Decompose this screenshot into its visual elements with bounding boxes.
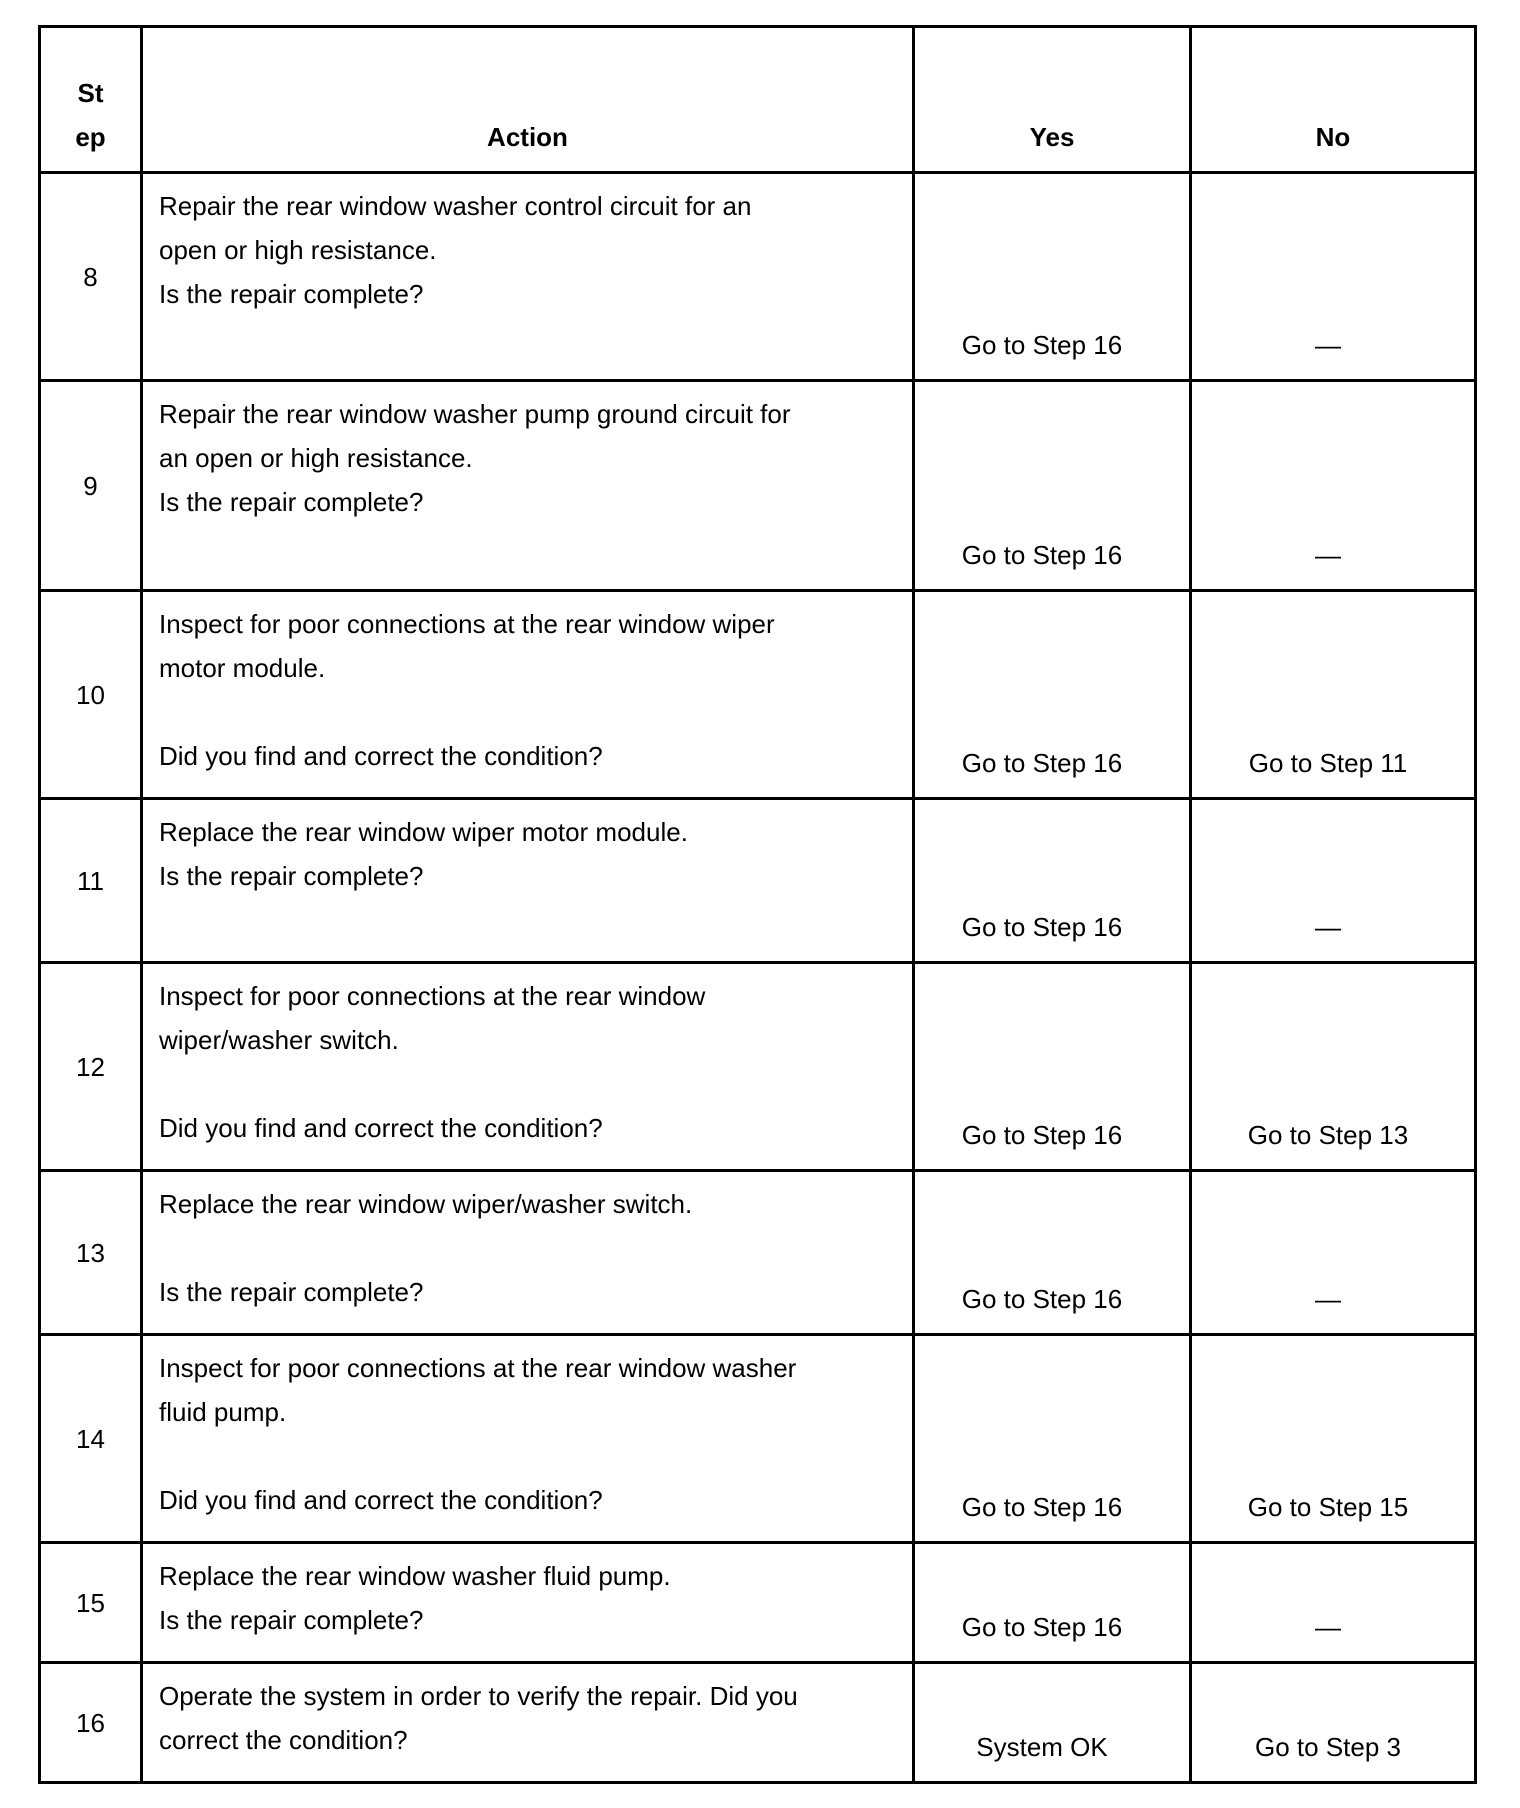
action-line: Inspect for poor connections at the rear window wiper — [159, 609, 775, 639]
table-row — [40, 381, 1476, 591]
action-line: Is the repair complete? — [159, 1605, 424, 1635]
step-number: 10 — [40, 591, 142, 799]
yes-header: Yes — [914, 27, 1191, 173]
action-cell — [142, 591, 914, 799]
action-line: correct the condition? — [159, 1725, 408, 1755]
yes-cell: Go to Step 16 — [914, 963, 1191, 1171]
no-cell: Go to Step 13 — [1191, 963, 1476, 1171]
action-line: an open or high resistance. — [159, 443, 473, 473]
step-number: 16 — [40, 1663, 142, 1783]
step-header-line1: St — [77, 78, 104, 108]
yes-cell: Go to Step 16 — [914, 1335, 1191, 1543]
table-row — [40, 1171, 1476, 1335]
table-row — [40, 1663, 1476, 1783]
action-line: Is the repair complete? — [159, 487, 424, 517]
table-row — [40, 173, 1476, 381]
no-cell: Go to Step 11 — [1191, 591, 1476, 799]
action-line: Replace the rear window wiper/washer switch. — [159, 1189, 693, 1219]
action-line: wiper/washer switch. — [159, 1025, 399, 1055]
table-row — [40, 963, 1476, 1171]
action-cell — [142, 799, 914, 963]
no-cell: — — [1191, 173, 1476, 381]
step-number: 12 — [40, 963, 142, 1171]
yes-cell: Go to Step 16 — [914, 173, 1191, 381]
table-row — [40, 1335, 1476, 1543]
action-line: open or high resistance. — [159, 235, 437, 265]
no-cell: — — [1191, 1171, 1476, 1335]
no-header: No — [1191, 27, 1476, 173]
table-row — [40, 591, 1476, 799]
table-row — [40, 799, 1476, 963]
action-line: Is the repair complete? — [159, 279, 424, 309]
yes-cell: Go to Step 16 — [914, 591, 1191, 799]
action-line: motor module. — [159, 653, 326, 683]
no-cell: Go to Step 15 — [1191, 1335, 1476, 1543]
header-row — [40, 27, 1476, 173]
yes-cell: Go to Step 16 — [914, 381, 1191, 591]
table-row — [40, 1543, 1476, 1663]
action-cell — [142, 1335, 914, 1543]
action-line: Inspect for poor connections at the rear window — [159, 981, 706, 1011]
action-question: Is the repair complete? — [159, 1277, 424, 1307]
action-line: fluid pump. — [159, 1397, 287, 1427]
action-question: Did you find and correct the condition? — [159, 741, 603, 771]
yes-cell: Go to Step 16 — [914, 1543, 1191, 1663]
action-line: Is the repair complete? — [159, 861, 424, 891]
action-cell — [142, 1171, 914, 1335]
action-cell — [142, 963, 914, 1171]
yes-cell: System OK — [914, 1663, 1191, 1783]
no-cell: — — [1191, 1543, 1476, 1663]
action-header: Action — [142, 27, 914, 173]
yes-cell: Go to Step 16 — [914, 799, 1191, 963]
step-number: 8 — [40, 173, 142, 381]
action-line: Repair the rear window washer control circuit for an — [159, 191, 752, 221]
step-number: 11 — [40, 799, 142, 963]
action-line: Repair the rear window washer pump ground circuit for — [159, 399, 791, 429]
action-cell — [142, 173, 914, 381]
action-line: Operate the system in order to verify the repair. Did you — [159, 1681, 798, 1711]
action-line: Inspect for poor connections at the rear window washer — [159, 1353, 797, 1383]
diagnostic-table — [38, 25, 1477, 1784]
step-number: 15 — [40, 1543, 142, 1663]
no-cell: — — [1191, 381, 1476, 591]
action-line: Replace the rear window wiper motor module. — [159, 817, 688, 847]
yes-cell: Go to Step 16 — [914, 1171, 1191, 1335]
step-number: 14 — [40, 1335, 142, 1543]
action-cell — [142, 1543, 914, 1663]
action-line: Replace the rear window washer fluid pump. — [159, 1561, 671, 1591]
action-cell — [142, 1663, 914, 1783]
action-cell — [142, 381, 914, 591]
step-header — [40, 27, 142, 173]
action-question: Did you find and correct the condition? — [159, 1113, 603, 1143]
step-number: 13 — [40, 1171, 142, 1335]
step-header-line2: ep — [75, 122, 106, 152]
action-question: Did you find and correct the condition? — [159, 1485, 603, 1515]
step-number: 9 — [40, 381, 142, 591]
no-cell: — — [1191, 799, 1476, 963]
no-cell: Go to Step 3 — [1191, 1663, 1476, 1783]
